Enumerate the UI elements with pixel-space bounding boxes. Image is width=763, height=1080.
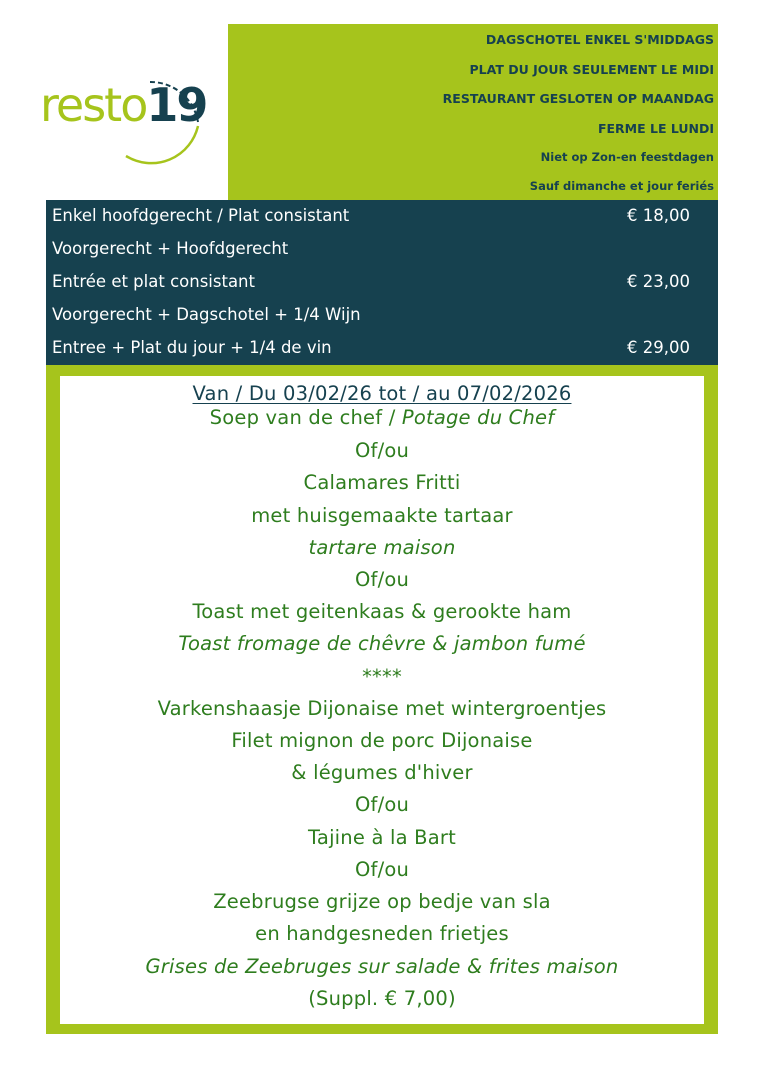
menu-soup-nl: Soep van de chef / bbox=[209, 406, 402, 429]
menu-line: Of/ou bbox=[354, 568, 410, 591]
price-box bbox=[46, 200, 718, 365]
logo-number: 19 bbox=[146, 78, 207, 132]
price-row bbox=[52, 332, 712, 364]
menu-line: Toast fromage de chêvre & jambon fumé bbox=[178, 632, 586, 655]
price-value: € 29,00 bbox=[627, 338, 690, 357]
menu-soup bbox=[60, 406, 704, 429]
menu-line: Of/ou bbox=[354, 858, 410, 881]
menu-line: Tajine à la Bart bbox=[308, 826, 456, 849]
menu-line: en handgesneden frietjes bbox=[255, 922, 509, 945]
price-row bbox=[52, 233, 712, 265]
price-desc: Voorgerecht + Dagschotel + 1/4 Wijn bbox=[52, 305, 361, 324]
menu-line: Of/ou bbox=[354, 793, 410, 816]
menu-line: Of/ou bbox=[354, 439, 410, 462]
menu-line: & légumes d'hiver bbox=[291, 761, 473, 784]
menu-period: Van / Du 03/02/26 tot / au 07/02/2026 bbox=[192, 382, 572, 405]
menu-content bbox=[60, 376, 704, 1024]
menu-frame bbox=[46, 365, 718, 1034]
menu-line: Varkenshaasje Dijonaise met wintergroentjes bbox=[157, 697, 607, 720]
price-row bbox=[52, 299, 712, 331]
menu-line: Zeebrugse grijze op bedje van sla bbox=[213, 890, 551, 913]
info-line-1: DAGSCHOTEL ENKEL S'MIDDAGS bbox=[485, 32, 714, 47]
menu-separator: **** bbox=[362, 665, 402, 688]
logo-text bbox=[40, 78, 207, 132]
price-desc: Entrée et plat consistant bbox=[52, 272, 255, 291]
price-desc: Enkel hoofdgerecht / Plat consistant bbox=[52, 206, 350, 225]
info-line-2: PLAT DU JOUR SEULEMENT LE MIDI bbox=[469, 62, 714, 77]
price-value: € 23,00 bbox=[627, 272, 690, 291]
menu-supplement: (Suppl. € 7,00) bbox=[308, 987, 456, 1010]
info-box bbox=[228, 24, 718, 200]
menu-soup-fr: Potage du Chef bbox=[401, 406, 555, 429]
price-desc: Voorgerecht + Hoofdgerecht bbox=[52, 239, 289, 258]
price-desc: Entree + Plat du jour + 1/4 de vin bbox=[52, 338, 332, 357]
price-value: € 18,00 bbox=[627, 206, 690, 225]
info-line-5: Niet op Zon-en feestdagen bbox=[540, 150, 714, 164]
menu-line: tartare maison bbox=[308, 536, 456, 559]
info-line-6: Sauf dimanche et jour feriés bbox=[529, 179, 714, 193]
menu-line: met huisgemaakte tartaar bbox=[251, 504, 513, 527]
resto19-logo bbox=[30, 60, 220, 170]
price-row bbox=[52, 200, 712, 232]
price-row bbox=[52, 266, 712, 298]
info-line-4: FERME LE LUNDI bbox=[597, 121, 714, 136]
logo-resto: resto bbox=[40, 78, 147, 132]
menu-line: Filet mignon de porc Dijonaise bbox=[231, 729, 533, 752]
menu-line: Grises de Zeebruges sur salade & frites maison bbox=[145, 955, 619, 978]
menu-line: Toast met geitenkaas & gerookte ham bbox=[192, 600, 572, 623]
menu-line: Calamares Fritti bbox=[303, 471, 461, 494]
info-line-3: RESTAURANT GESLOTEN OP MAANDAG bbox=[442, 91, 714, 106]
